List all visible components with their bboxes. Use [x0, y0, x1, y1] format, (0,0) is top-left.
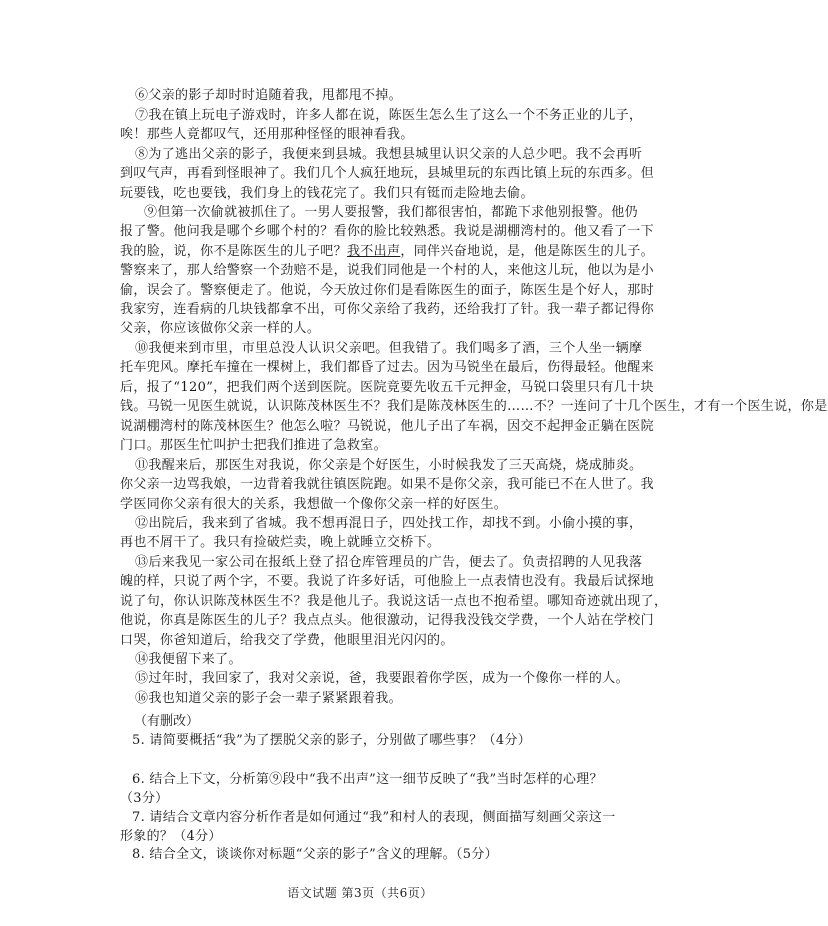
paragraph-line: 后，报了“120”，把我们两个送到医院。医院竟要先收五千元押金，马锐口袋里只有几十块: [120, 379, 654, 395]
paragraph-line: ⑭我便留下来了。: [135, 652, 242, 667]
paragraph-line: 玩要钱，吃也要钱，我们身上的钱花完了。我们只有铤而走险地去偷。: [120, 185, 534, 201]
paragraph-line: ⑮过年时，我回家了，我对父亲说，爸，我要跟着你学医，成为一个像你一样的人。: [135, 671, 629, 686]
paragraph-line: ⑦我在镇上玩电子游戏时，许多人都在说，陈医生怎么生了这么一个不务正业的儿子，: [135, 108, 643, 123]
paragraph-line: 警察来了，那人给警察一个劲赔不是，说我们同他是一个村的人，来他这儿玩，他以为是小: [120, 263, 655, 279]
paragraph-line: 报了警。他问我是哪个乡哪个村的？看你的脸比较熟悉。我说是湖棚湾村的。他又看了一下: [120, 224, 655, 240]
paragraph-line: ⑩我便来到市里，市里总没人认识父亲吧。但我错了。我们喝多了酒，三个人坐一辆摩: [135, 341, 643, 356]
paragraph-line: 父亲，你应该做你父亲一样的人。: [120, 321, 321, 337]
question-8: [120, 845, 652, 864]
question-line: 6. 结合上下文，分析第⑨段中“我不出声”这一细节反映了“我”当时怎样的心理？: [132, 772, 603, 787]
underlined-phrase: 我不出声: [346, 243, 401, 259]
paragraph-6: [120, 86, 630, 105]
paragraph-line: 到叹气声，再看到怪眼神了。我们几个人疯狂地玩，县城里玩的东西比镇上玩的东西多。但: [120, 166, 655, 182]
paragraph-15: [120, 669, 630, 688]
paragraph-line: 学医同你父亲有很大的关系，我想做一个像你父亲一样的好医生。: [120, 496, 508, 512]
paragraph-line: 钱。马锐一见医生就说，认识陈茂林医生不？我们是陈茂林医生的……不？一连问了十几个医生，才有一个医生说，你是: [120, 399, 828, 415]
paragraph-16: [120, 689, 630, 708]
paragraph-line: 唉！那些人竟都叹气，还用那种怪怪的眼神看我。: [120, 127, 414, 143]
source-note: （有删改）: [134, 714, 200, 729]
paragraph-line: 他说，你真是陈医生的儿子？我点点头。他很激动，记得我没钱交学费，一个人站在学校门: [120, 613, 655, 629]
paragraph-line: ⑯我也知道父亲的影子会一辈子紧紧跟着我。: [135, 691, 403, 706]
paragraph-line: ⑬后来我见一家公司在报纸上登了招仓库管理员的广告，便去了。负责招聘的人见我落: [135, 555, 643, 570]
paragraph-line: ⑫出院后，我来到了省城。我不想再混日子，四处找工作，却找不到。小偷小摸的事，: [135, 516, 643, 531]
paragraph-line: 说了句，你认识陈茂林医生不？我是他儿子。我说这话一点也不抱希望。哪知奇迹就出现了，: [120, 593, 668, 609]
paragraph-11: [120, 456, 655, 514]
paragraph-line: ⑥父亲的影子却时时追随着我，甩都甩不掉。: [135, 88, 403, 103]
paragraph-line: 口哭，你爸知道后，给我交了学费，他眼里泪光闪闪的。: [120, 632, 454, 648]
paragraph-line-underlined: 我的脸，说，你不是陈医生的儿子吧？我不出声，同伴兴奋地说，是，他是陈医生的儿子。: [120, 243, 655, 259]
paragraph-line: ⑧为了逃出父亲的影子，我便来到县城。我想县城里认识父亲的人总少吧。我不会再听: [135, 147, 643, 162]
question-5: [120, 731, 652, 750]
question-line: 5. 请简要概括“我”为了摆脱父亲的影子，分别做了哪些事？（4分）: [132, 733, 531, 748]
page-footer: 语文试题 第3页（共6页）: [287, 886, 433, 900]
paragraph-line: 再也不屑干了。我只有捡破烂卖，晚上就睡立交桥下。: [120, 535, 441, 551]
question-line: 形象的？（4分）: [120, 829, 222, 845]
paragraph-line: 我家穷，连看病的几块钱都拿不出，可你父亲给了我药，还给我打了针。我一辈子都记得你: [120, 302, 655, 318]
paragraph-7: [120, 106, 643, 145]
question-line: 7. 请结合文章内容分析作者是如何通过“我”和村人的表现，侧面描写刻画父亲这一: [132, 810, 616, 825]
paragraph-line: ⑨但第一次偷就被抓住了。一男人要报警，我们都很害怕，都跪下求他别报警。他仍: [144, 205, 638, 220]
question-6: [120, 770, 652, 809]
paragraph-line: ⑪我醒来后，那医生对我说，你父亲是个好医生，小时候我发了三天高烧，烧成肺炎。: [135, 458, 643, 473]
paragraph-9: [120, 203, 655, 339]
question-line: 8. 结合全文，谈谈你对标题“父亲的影子”含义的理解。（5分）: [132, 847, 498, 862]
paragraph-14: [120, 650, 630, 669]
paragraph-line: 偷，误会了。警察便走了。他说，今天放过你们是看陈医生的面子，陈医生是个好人，那时: [120, 282, 655, 298]
paragraph-12: [120, 514, 643, 553]
question-line: （3分）: [120, 791, 169, 807]
paragraph-line: 你父亲一边骂我娘，一边背着我就往镇医院跑。如果不是你父亲，我可能已不在人世了。我: [120, 477, 655, 493]
paragraph-8: [120, 145, 655, 203]
paragraph-line: 托车兜风。摩托车撞在一棵树上，我们都昏了过去。因为马锐坐在最后，伤得最轻。他醒来: [120, 360, 655, 376]
paragraph-line: 门口。那医生忙叫护士把我们推进了急救室。: [120, 438, 388, 454]
paragraph-line: 说湖棚湾村的陈茂林医生？他怎么啦？马锐说，他儿子出了车祸，因交不起押金正躺在医院: [120, 418, 655, 434]
paragraph-10: [120, 339, 828, 455]
question-7: [120, 808, 652, 847]
paragraph-13: [120, 553, 668, 650]
paragraph-line: 魄的样，只说了两个字，不要。我说了许多好话，可他脸上一点表情也没有。我最后试探地: [120, 574, 655, 590]
